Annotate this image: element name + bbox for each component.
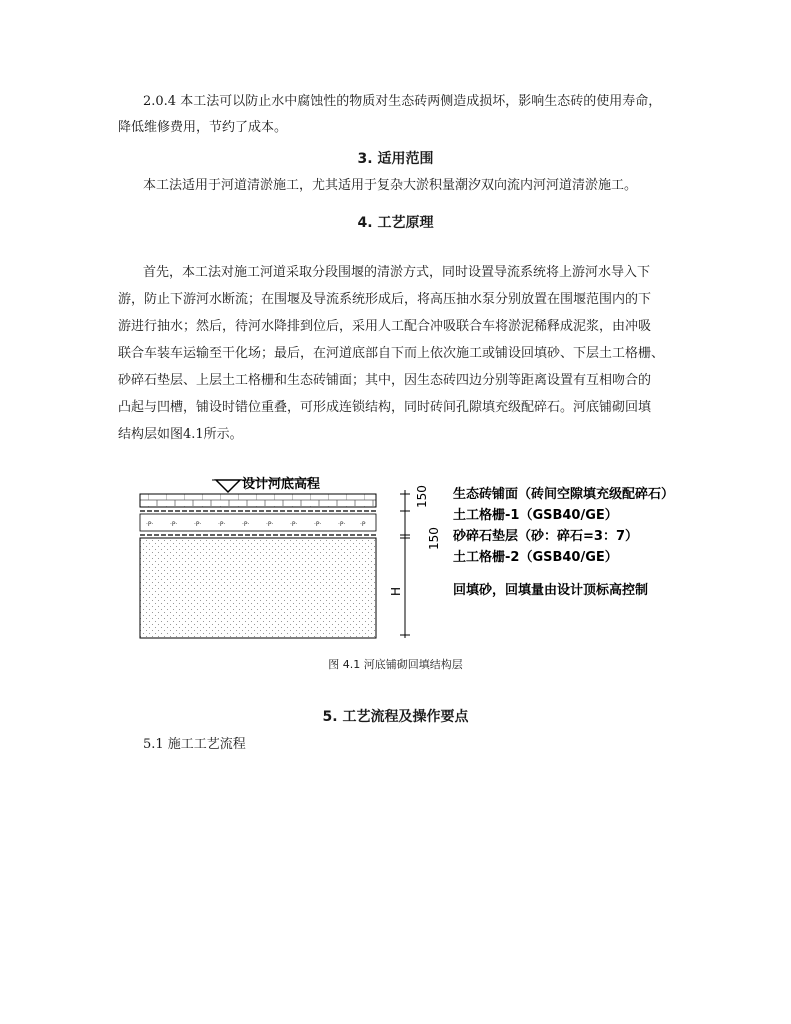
para-4-line-7: 结构层如图4.1所示。 [118,427,243,442]
para-section-3: 本工法适用于河道清淤施工，尤其适用于复杂大淤积量潮汐双向流内河河道清淤施工。 [143,178,638,193]
svg-text:·P·: ·P· [170,521,178,528]
para-4-line-5: 砂碎石垫层、上层土工格栅和生态砖铺面；其中，因生态砖四边分别等距离设置有互相吻合的 [118,373,652,388]
figure-top-label: 设计河底高程 [242,477,321,492]
heading-section-5: 5. 工艺流程及操作要点 [322,709,469,725]
svg-text:·P·: ·P· [218,521,226,528]
svg-text:·P·: ·P· [194,521,202,528]
svg-text:·P·: ·P· [242,521,250,528]
legend-item-4: 土工格栅-2（GSB40/GE） [453,550,618,565]
heading-section-4: 4. 工艺原理 [357,215,434,231]
para-4-line-1: 首先，本工法对施工河道采取分段围堰的清淤方式，同时设置导流系统将上游河水导入下 [143,265,651,280]
legend-item-1: 生态砖铺面（砖间空隙填充级配碎石） [453,487,675,502]
para-4-line-6: 凸起与凹槽，铺设时错位重叠，可形成连锁结构，同时砖间孔隙填充级配碎石。河底铺砌回填 [118,400,652,415]
svg-text:·P·: ·P· [290,521,298,528]
figure-caption: 图 4.1 河底铺砌回填结构层 [328,658,463,671]
para-4-line-4: 联合车装车运输至干化场；最后，在河道底部自下而上依次施工或铺设回填砂、下层土工格栅、 [118,346,665,361]
heading-section-3: 3. 适用范围 [357,151,434,167]
dim-150-side: 150 [427,527,441,550]
svg-text:·P·: ·P· [146,521,154,528]
legend-item-3: 砂碎石垫层（砂：碎石=3：7） [453,529,638,544]
subheading-5-1: 5.1 施工工艺流程 [143,737,246,752]
elevation-marker-icon [216,480,240,492]
figure-4-1 [130,470,690,645]
layer-backfill-sand [140,538,376,638]
para-2-0-4-line1: 2.0.4 本工法可以防止水中腐蚀性的物质对生态砖两侧造成损坏，影响生态砖的使用寿命， [143,94,662,109]
para-2-0-4-line2: 降低维修费用，节约了成本。 [118,120,288,135]
legend-item-2: 土工格栅-1（GSB40/GE） [453,508,618,523]
layer-eco-brick [140,494,376,507]
para-4-line-3: 游进行抽水；然后，待河水降排到位后，采用人工配合冲吸联合车将淤泥稀释成泥浆，由冲吸 [118,319,652,334]
svg-text:·P·: ·P· [338,521,346,528]
legend-item-5: 回填砂，回填量由设计顶标高控制 [453,583,649,598]
dim-h: H [389,586,403,596]
dim-150-top: 150 [415,485,429,508]
svg-text:·P·: ·P· [314,521,322,528]
svg-text:·P·: ·P· [266,521,274,528]
para-4-line-2: 游，防止下游河水断流；在围堰及导流系统形成后，将高压抽水泵分别放置在围堰范围内的下 [118,292,652,307]
svg-text:·P: ·P [360,521,366,528]
